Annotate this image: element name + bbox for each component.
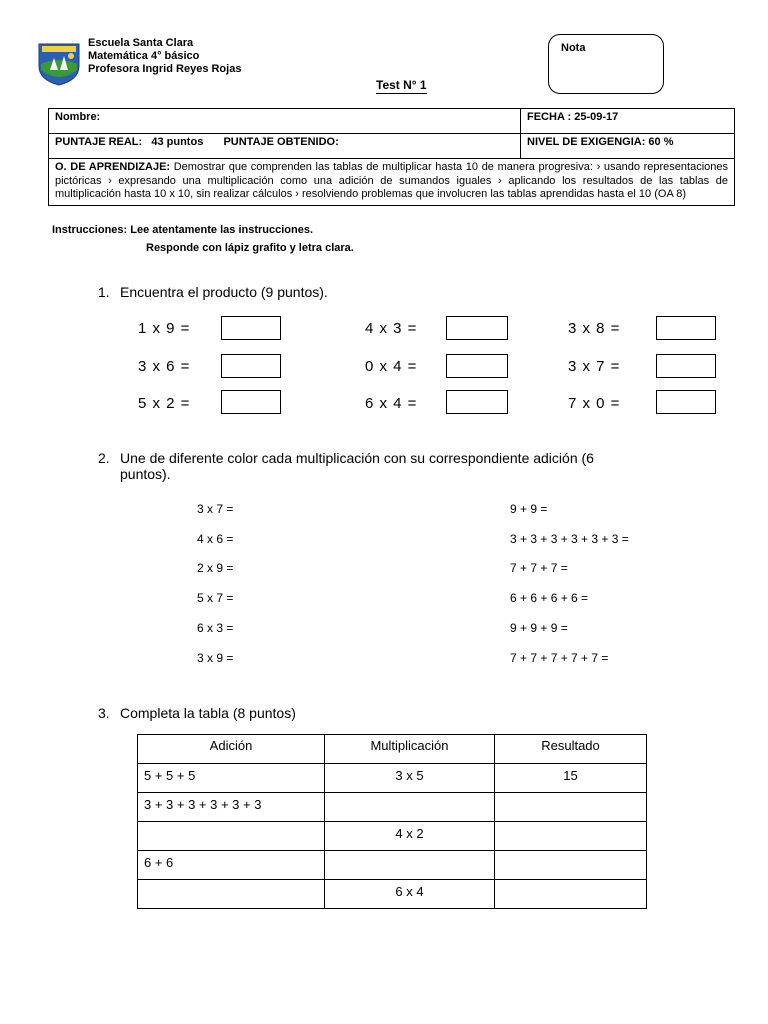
header-addition: Adición <box>138 735 325 764</box>
completion-table <box>137 734 647 909</box>
date-cell <box>521 109 735 134</box>
table-row <box>138 880 647 909</box>
learning-objective <box>49 159 735 206</box>
q1-answer-box[interactable] <box>221 316 281 340</box>
obtained-score: PUNTAJE OBTENIDO: <box>223 136 339 148</box>
result-cell[interactable] <box>495 851 647 880</box>
q2-addition[interactable]: 9 + 9 = <box>510 502 548 516</box>
addition-cell[interactable] <box>138 880 325 909</box>
q2-addition[interactable]: 3 + 3 + 3 + 3 + 3 + 3 = <box>510 532 629 546</box>
addition-cell[interactable]: 5 + 5 + 5 <box>138 764 325 793</box>
multiplication-cell[interactable]: 3 x 5 <box>325 764 495 793</box>
q1-answer-box[interactable] <box>656 390 716 414</box>
q1-expr: 7 x 0 = <box>568 395 621 412</box>
name-field[interactable] <box>49 109 521 134</box>
student-info-table <box>48 108 735 206</box>
subject: Matemática 4° básico <box>88 50 200 62</box>
q2-multiplication[interactable]: 6 x 3 = <box>197 621 234 635</box>
q1-title <box>98 284 328 300</box>
header-result: Resultado <box>495 735 647 764</box>
date-label: FECHA : 25-09-17 <box>527 111 619 123</box>
test-title: Test N° 1 <box>376 78 427 92</box>
score-cell <box>49 134 521 159</box>
q1-expr: 5 x 2 = <box>138 395 191 412</box>
q1-expr: 4 x 3 = <box>365 320 418 337</box>
addition-cell[interactable]: 3 + 3 + 3 + 3 + 3 + 3 <box>138 793 325 822</box>
q3-title-text: Completa la tabla (8 puntos) <box>120 705 296 721</box>
q2-addition[interactable]: 7 + 7 + 7 + 7 + 7 = <box>510 651 609 665</box>
multiplication-cell[interactable] <box>325 851 495 880</box>
q2-multiplication[interactable]: 2 x 9 = <box>197 561 234 575</box>
table-row <box>138 764 647 793</box>
q1-answer-box[interactable] <box>656 316 716 340</box>
q2-multiplication[interactable]: 5 x 7 = <box>197 591 234 605</box>
real-score: PUNTAJE REAL: 43 puntos <box>55 136 204 148</box>
q1-expr: 6 x 4 = <box>365 395 418 412</box>
addition-cell[interactable]: 6 + 6 <box>138 851 325 880</box>
q2-title-line1: Une de diferente color cada multiplicación con su correspondiente adición (6 <box>120 450 594 466</box>
objective-text: Demostrar que comprenden las tablas de multiplicar hasta 10 de manera progresiva: › usando representaciones pictóricas › expresando una multiplicación como una adición de sumandos iguales › aplicando los resultados de las tablas de multiplicación hasta 10 x 10, sin realizar cálculos › resolviendo problemas que involucren las tablas aprendidas hasta el 10 (OA 8) <box>55 161 729 200</box>
table-row <box>138 822 647 851</box>
q1-title-text: Encuentra el producto (9 puntos). <box>120 284 328 300</box>
level-cell <box>521 134 735 159</box>
q1-expr: 3 x 6 = <box>138 358 191 375</box>
instructions-line1: Instrucciones: Lee atentamente las instrucciones. <box>52 224 314 236</box>
table-row <box>138 851 647 880</box>
q1-expr: 3 x 8 = <box>568 320 621 337</box>
q1-answer-box[interactable] <box>446 316 508 340</box>
q3-title <box>98 705 296 721</box>
q2-addition[interactable]: 6 + 6 + 6 + 6 = <box>510 591 589 605</box>
q1-number: 1. <box>98 284 110 300</box>
school-logo <box>36 40 82 86</box>
level-label: NIVEL DE EXIGENGIA: 60 % <box>527 136 674 148</box>
school-name: Escuela Santa Clara <box>88 37 194 49</box>
header-multiplication: Multiplicación <box>325 735 495 764</box>
q2-addition[interactable]: 7 + 7 + 7 = <box>510 561 568 575</box>
q1-expr: 0 x 4 = <box>365 358 418 375</box>
q1-answer-box[interactable] <box>446 390 508 414</box>
name-label: Nombre: <box>55 111 101 123</box>
result-cell[interactable] <box>495 880 647 909</box>
table-row <box>138 793 647 822</box>
grade-label: Nota <box>561 42 586 54</box>
q2-addition[interactable]: 9 + 9 + 9 = <box>510 621 568 635</box>
objective-label: O. DE APRENDIZAJE: <box>55 161 171 173</box>
q1-answer-box[interactable] <box>656 354 716 378</box>
q3-number: 3. <box>98 705 110 721</box>
q1-answer-box[interactable] <box>221 390 281 414</box>
instructions-line2: Responde con lápiz grafito y letra clara. <box>146 242 354 254</box>
q2-multiplication[interactable]: 3 x 9 = <box>197 651 234 665</box>
result-cell[interactable] <box>495 822 647 851</box>
q2-title-line2: puntos). <box>120 466 171 482</box>
q2-number: 2. <box>98 450 110 466</box>
q1-expr: 3 x 7 = <box>568 358 621 375</box>
multiplication-cell[interactable]: 4 x 2 <box>325 822 495 851</box>
q1-answer-box[interactable] <box>221 354 281 378</box>
q2-multiplication[interactable]: 3 x 7 = <box>197 502 234 516</box>
q2-title <box>98 450 738 482</box>
teacher: Profesora Ingrid Reyes Rojas <box>88 63 242 75</box>
result-cell[interactable]: 15 <box>495 764 647 793</box>
addition-cell[interactable] <box>138 822 325 851</box>
q1-expr: 1 x 9 = <box>138 320 191 337</box>
result-cell[interactable] <box>495 793 647 822</box>
q1-answer-box[interactable] <box>446 354 508 378</box>
q2-multiplication[interactable]: 4 x 6 = <box>197 532 234 546</box>
multiplication-cell[interactable]: 6 x 4 <box>325 880 495 909</box>
multiplication-cell[interactable] <box>325 793 495 822</box>
